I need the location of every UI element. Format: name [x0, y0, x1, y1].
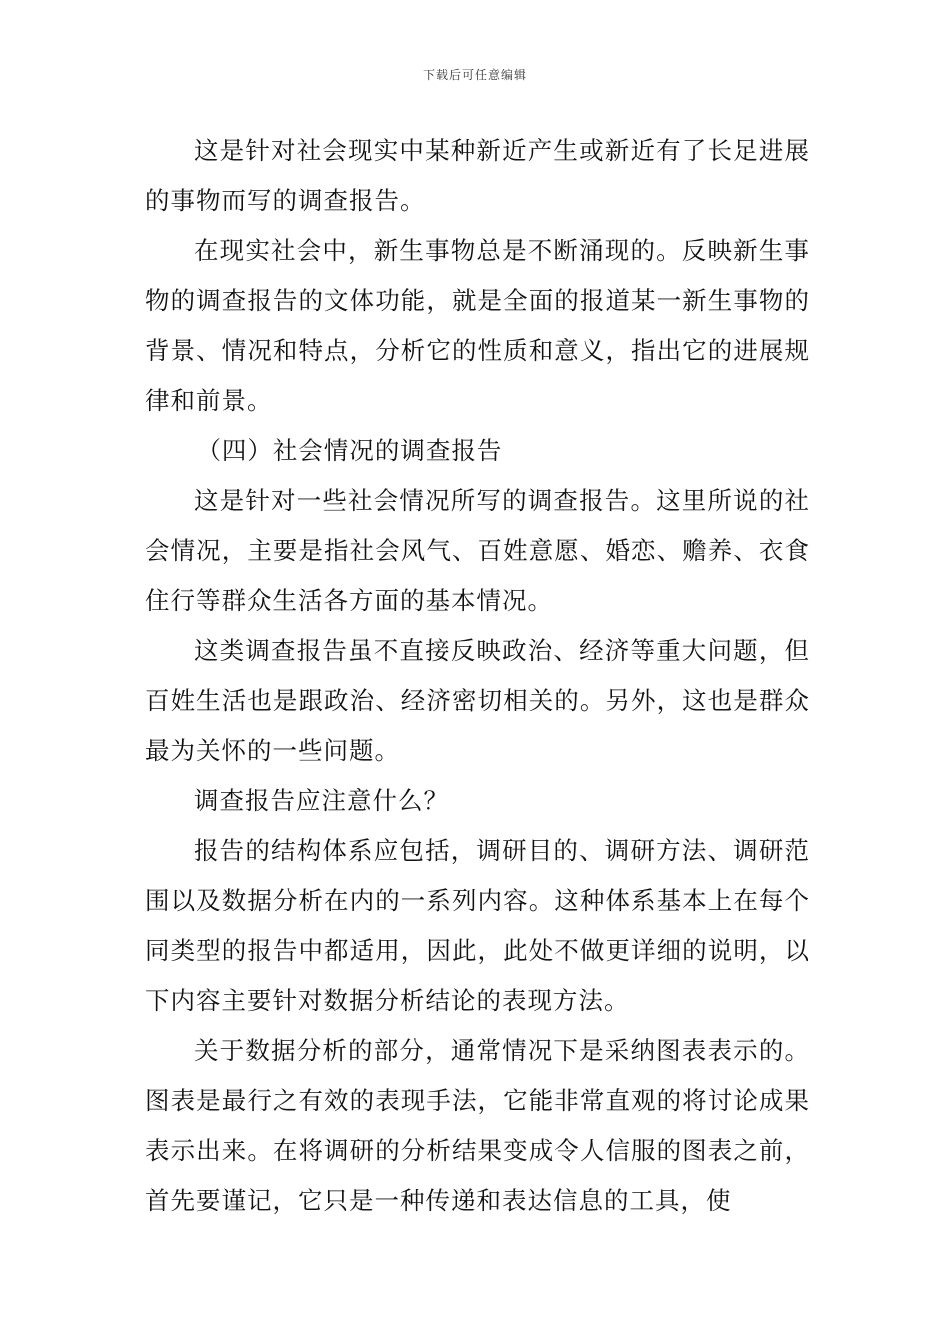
- paragraph-report-structure: 报告的结构体系应包括，调研目的、调研方法、调研范围以及数据分析在内的一系列内容。这种体系基本上在每个同类型的报告中都适用，因此，此处不做更详细的说明，以下内容主要针对数据分析结论的表现方法。: [145, 836, 810, 1015]
- section-heading-social-conditions: （四）社会情况的调查报告: [196, 436, 503, 465]
- document-body: [145, 126, 810, 1226]
- paragraph-social-conditions-relevance: 这类调查报告虽不直接反映政治、经济等重大问题，但百姓生活也是跟政治、经济密切相关的。另外，这也是群众最为关怀的一些问题。: [145, 636, 810, 765]
- paragraph-new-things-function: 在现实社会中，新生事物总是不断涌现的。反映新生事物的调查报告的文体功能，就是全面的报道某一新生事物的背景、情况和特点，分析它的性质和意义，指出它的进展规律和前景。: [145, 236, 810, 415]
- paragraph-data-analysis-charts: 关于数据分析的部分，通常情况下是采纳图表表示的。图表是最行之有效的表现手法，它能非常直观的将讨论成果表示出来。在将调研的分析结果变成令人信服的图表之前，首先要谨记，它只是一种传递和表达信息的工具，使: [145, 1036, 810, 1215]
- page-header-note: 下载后可任意编辑: [422, 68, 527, 82]
- question-heading-notes: 调查报告应注意什么？: [194, 786, 449, 815]
- paragraph-new-things-definition: 这是针对社会现实中某种新近产生或新近有了长足进展的事物而写的调查报告。: [145, 136, 810, 215]
- paragraph-social-conditions-definition: 这是针对一些社会情况所写的调查报告。这里所说的社会情况，主要是指社会风气、百姓意愿、婚恋、赡养、衣食住行等群众生活各方面的基本情况。: [145, 486, 810, 615]
